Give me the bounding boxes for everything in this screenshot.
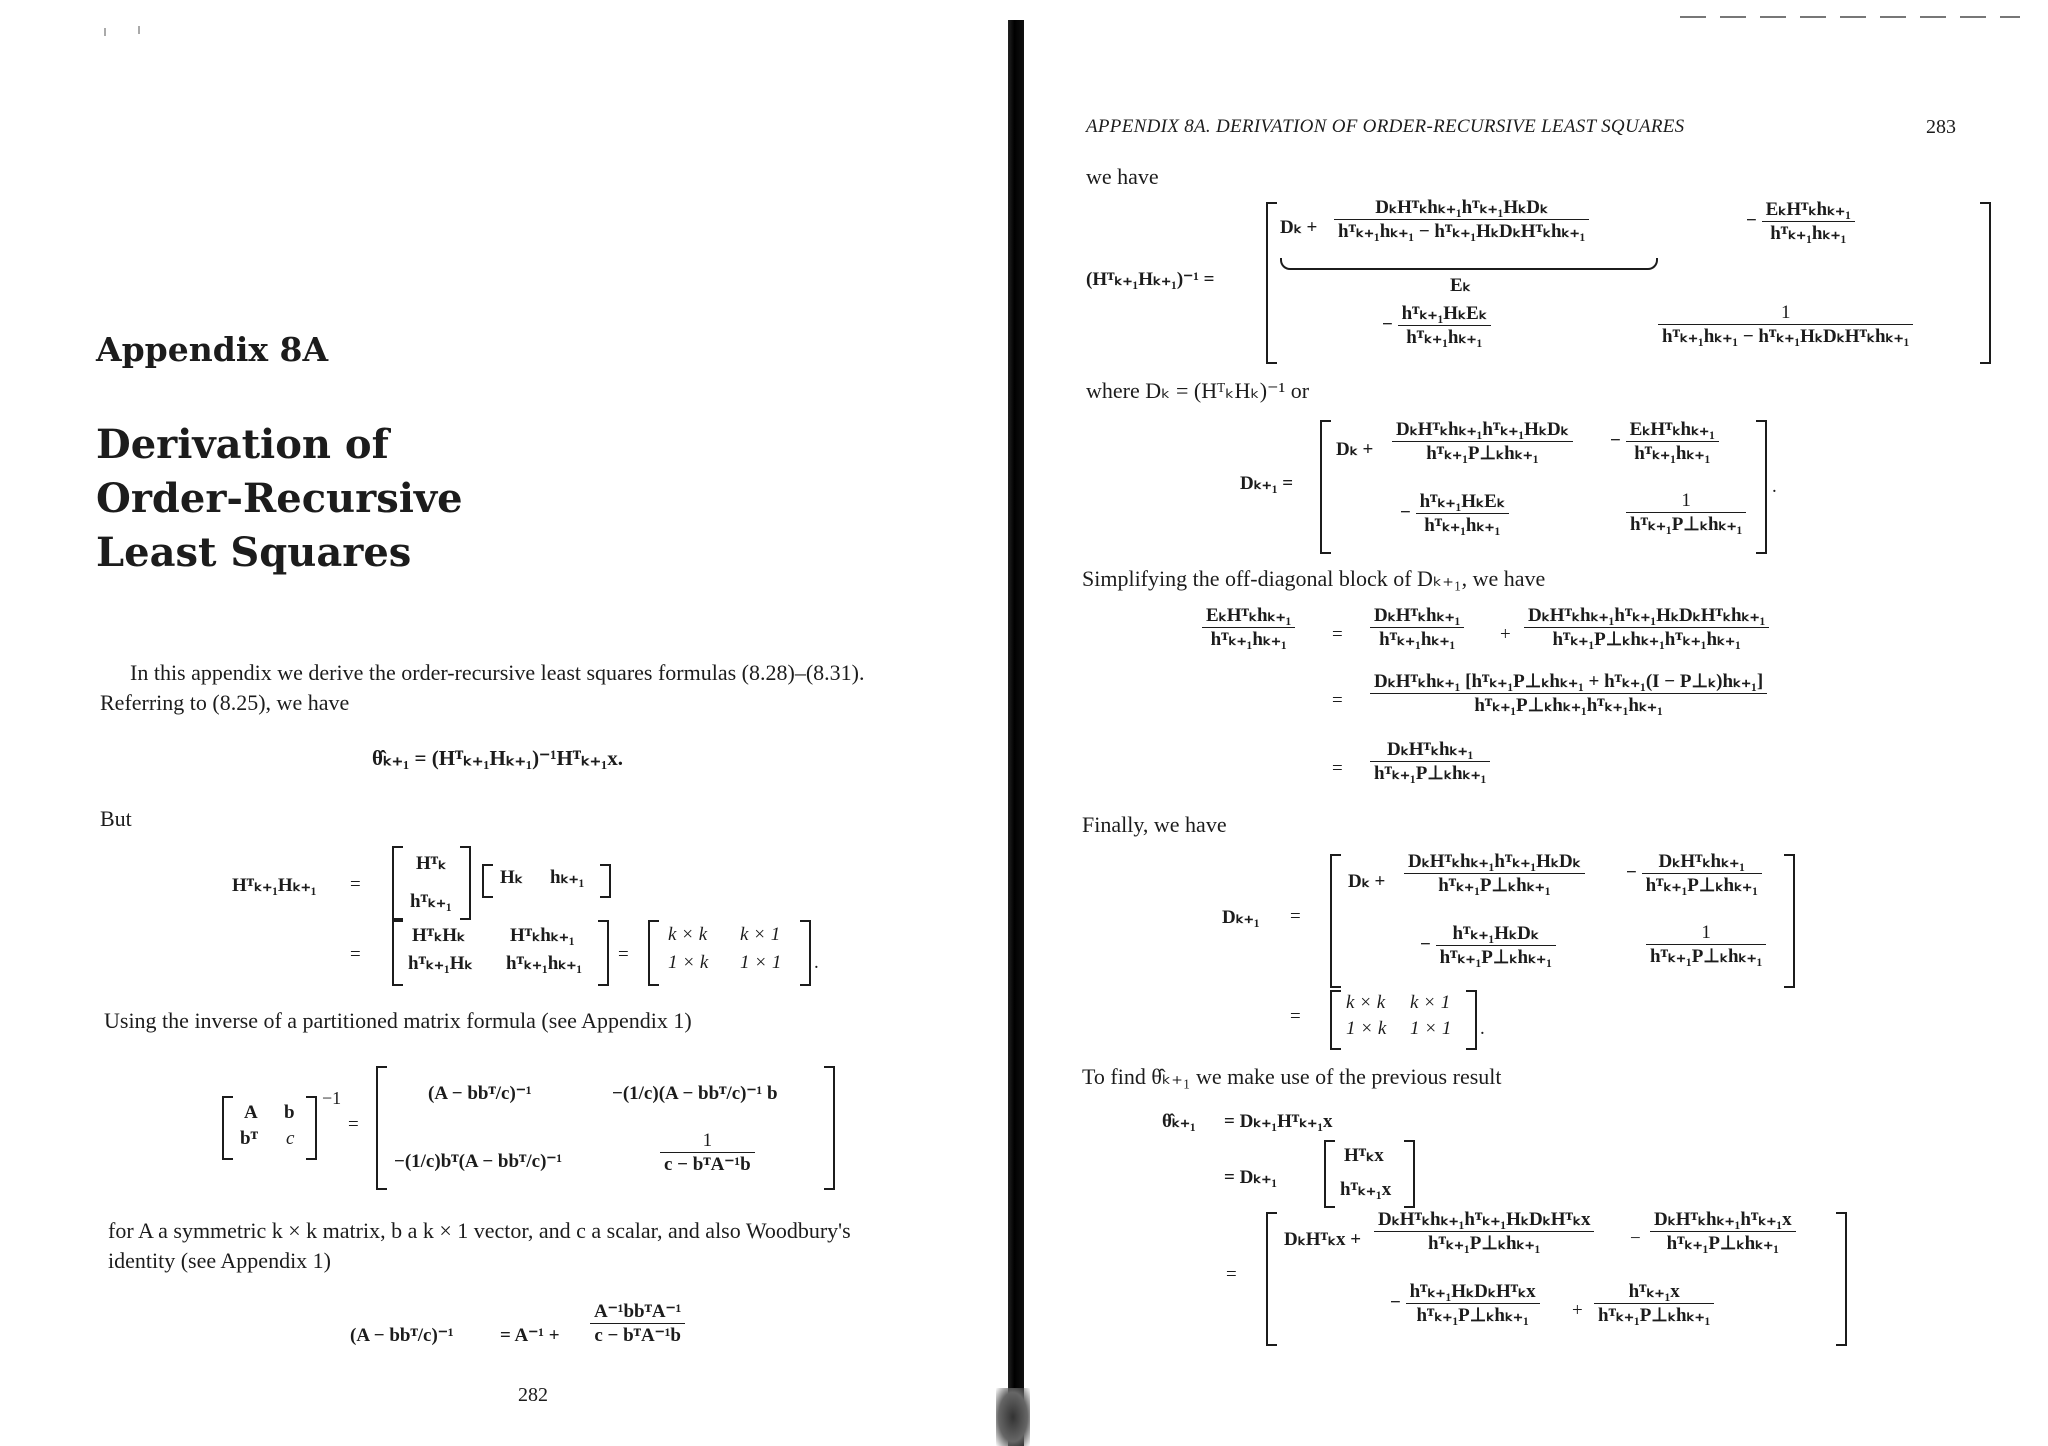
matrix-entry (1746, 198, 1855, 245)
plus-sign: + (1572, 1300, 1583, 1321)
intro-text-line-1: In this appendix we derive the order-recursive least squares formulas (8.28)–(8.31). (130, 660, 865, 685)
period: . (814, 952, 819, 973)
woodbury-lhs: (A − bbᵀ/c)⁻¹ (350, 1325, 454, 1346)
theta-step-1: = Dₖ₊₁Hᵀₖ₊₁x (1224, 1111, 1333, 1132)
text-simplifying: Simplifying the off-diagonal block of Dₖ₊₁, we have (1082, 566, 1546, 591)
fraction (1370, 604, 1464, 651)
matrix-bracket-left (1320, 420, 1331, 554)
fraction-numerator: 1 (1626, 490, 1746, 513)
matrix-bracket-right (600, 864, 611, 898)
fraction-numerator: DₖHᵀₖhₖ₊₁ (1642, 850, 1762, 874)
fraction (1370, 670, 1767, 717)
fraction-denominator: hᵀₖ₊₁P⊥ₖhₖ₊₁ (1416, 1305, 1529, 1326)
fraction-denominator: hᵀₖ₊₁P⊥ₖhₖ₊₁ (1439, 947, 1552, 968)
period: . (1772, 476, 1777, 497)
matrix-entry: k × 1 (740, 924, 781, 945)
text-we-have: we have (1086, 164, 1159, 189)
matrix-bracket-left (222, 1096, 233, 1160)
theta-step-2: = Dₖ₊₁ (1224, 1167, 1278, 1188)
equation-lhs: Dₖ₊₁ (1222, 907, 1260, 928)
matrix-entry: DₖHᵀₖx + (1284, 1229, 1362, 1250)
page-number: 282 (518, 1384, 548, 1406)
matrix-bracket-left (482, 864, 493, 898)
fraction (660, 1130, 755, 1176)
appendix-label: Appendix 8A (96, 330, 329, 369)
text-for-line-2: identity (see Appendix 1) (108, 1248, 332, 1273)
equals-sign: = (1332, 758, 1343, 779)
text-to-find: To find θ̂ₖ₊₁ we make use of the previous result (1082, 1064, 1502, 1089)
matrix-bracket-right (800, 920, 811, 986)
fraction (1594, 1280, 1714, 1327)
fraction-numerator: EₖHᵀₖhₖ₊₁ (1762, 198, 1855, 222)
matrix-bracket-right (1836, 1212, 1847, 1346)
matrix-bracket-right (1404, 1140, 1415, 1208)
minus-sign: − (1610, 429, 1621, 451)
fraction (1202, 604, 1295, 651)
equals-sign: = (1290, 906, 1301, 927)
minus-sign: − (1626, 861, 1637, 883)
matrix-bracket-right (1756, 420, 1767, 554)
matrix-bracket-right (824, 1066, 835, 1190)
fraction-denominator: hᵀₖ₊₁hₖ₊₁ (1379, 629, 1456, 650)
minus-sign: − (1400, 501, 1411, 523)
matrix-bracket-left (392, 846, 403, 920)
theta-lhs: θ̂ₖ₊₁ (1162, 1111, 1196, 1132)
period: . (1480, 1018, 1485, 1039)
matrix-entry: HᵀₖHₖ (412, 925, 466, 946)
intro-text-line-2: Referring to (8.25), we have (100, 690, 350, 715)
matrix-entry: Dₖ + (1336, 439, 1374, 460)
fraction-numerator: EₖHᵀₖhₖ₊₁ (1626, 418, 1719, 442)
matrix-entry: 1 × 1 (740, 952, 782, 973)
fraction-denominator: hᵀₖ₊₁hₖ₊₁ (1210, 629, 1287, 650)
minus-sign: − (1390, 1291, 1401, 1313)
matrix-entry: −(1/c)bᵀ(A − bbᵀ/c)⁻¹ (394, 1151, 563, 1172)
text-but: But (100, 806, 132, 831)
vector-entry: hᵀₖ₊₁x (1340, 1179, 1392, 1200)
fraction (1626, 490, 1746, 536)
simplify-lhs (1202, 604, 1295, 651)
fraction-numerator: hᵀₖ₊₁HₖEₖ (1398, 302, 1491, 326)
simplify-term (1524, 604, 1769, 651)
fraction (590, 1300, 685, 1347)
matrix-bracket-right (1466, 990, 1477, 1050)
matrix-bracket-left (1330, 854, 1341, 988)
fraction-denominator: hᵀₖ₊₁P⊥ₖhₖ₊₁hᵀₖ₊₁hₖ₊₁ (1474, 695, 1663, 716)
spine-shadow (996, 1388, 1030, 1446)
fraction (1404, 850, 1585, 897)
matrix-entry: −(1/c)(A − bbᵀ/c)⁻¹ b (612, 1083, 778, 1104)
matrix-entry (660, 1130, 755, 1176)
matrix-entry: k × k (1346, 992, 1386, 1013)
fraction (1436, 922, 1556, 969)
equation-lhs: (Hᵀₖ₊₁Hₖ₊₁)⁻¹ = (1086, 269, 1215, 290)
matrix-entry (1392, 418, 1573, 465)
matrix-entry: Dₖ + (1348, 871, 1386, 892)
fraction-numerator: DₖHᵀₖhₖ₊₁hᵀₖ₊₁HₖDₖ (1404, 850, 1585, 874)
matrix-entry: 1 × k (1346, 1018, 1387, 1039)
matrix-entry: hₖ₊₁ (550, 867, 585, 888)
fraction-numerator: DₖHᵀₖhₖ₊₁ [hᵀₖ₊₁P⊥ₖhₖ₊₁ + hᵀₖ₊₁(I − P⊥ₖ)hₖ₊₁] (1370, 670, 1767, 694)
page-number: 283 (1926, 116, 1956, 138)
matrix-entry: (A − bbᵀ/c)⁻¹ (428, 1083, 532, 1104)
fraction-denominator: hᵀₖ₊₁P⊥ₖhₖ₊₁ (1428, 1233, 1541, 1254)
chapter-title-line-2: Order-Recursive (96, 475, 463, 522)
matrix-bracket-right (306, 1096, 317, 1160)
matrix-entry: hᵀₖ₊₁ (410, 891, 452, 912)
right-page (1030, 0, 2048, 1446)
equation-theta: θ̂ₖ₊₁ = (Hᵀₖ₊₁Hₖ₊₁)⁻¹Hᵀₖ₊₁x. (372, 746, 624, 770)
text-finally: Finally, we have (1082, 812, 1227, 837)
text-using-inverse: Using the inverse of a partitioned matrix formula (see Appendix 1) (104, 1008, 692, 1033)
equals-sign: = (1226, 1264, 1237, 1285)
fraction (1392, 418, 1573, 465)
matrix-bracket-left (376, 1066, 387, 1190)
matrix-entry: c (286, 1128, 295, 1149)
fraction-numerator: hᵀₖ₊₁HₖDₖHᵀₖx (1406, 1280, 1540, 1304)
matrix-entry: k × k (668, 924, 708, 945)
fraction-numerator: A⁻¹bbᵀA⁻¹ (590, 1300, 685, 1324)
fraction-denominator: hᵀₖ₊₁P⊥ₖhₖ₊₁ (1630, 514, 1743, 535)
equals-sign: = (1290, 1006, 1301, 1027)
fraction-denominator: hᵀₖ₊₁hₖ₊₁ − hᵀₖ₊₁HₖDₖHᵀₖhₖ₊₁ (1662, 326, 1910, 347)
matrix-bracket-right (1980, 202, 1991, 364)
fraction (1398, 302, 1491, 349)
minus-sign: − (1382, 313, 1393, 335)
matrix-entry (1650, 1208, 1796, 1255)
minus-sign: − (1630, 1228, 1641, 1249)
fraction (1642, 850, 1762, 897)
matrix-entry (1626, 490, 1746, 536)
matrix-entry: hᵀₖ₊₁Hₖ (408, 953, 473, 974)
equals-sign: = (618, 944, 629, 965)
matrix-bracket-left (1266, 1212, 1277, 1346)
fraction (1370, 738, 1490, 785)
plus-sign: + (1500, 624, 1511, 645)
fraction-denominator: hᵀₖ₊₁P⊥ₖhₖ₊₁ (1426, 443, 1539, 464)
matrix-entry: Hₖ (500, 867, 523, 888)
fraction-numerator: DₖHᵀₖhₖ₊₁ (1370, 604, 1464, 628)
fraction-numerator: hᵀₖ₊₁HₖEₖ (1416, 490, 1509, 514)
minus-sign: − (1420, 933, 1431, 955)
fraction (1650, 1208, 1796, 1255)
matrix-bracket-left (1266, 202, 1277, 364)
matrix-entry (1610, 418, 1719, 465)
fraction-numerator: DₖHᵀₖhₖ₊₁hᵀₖ₊₁x (1650, 1208, 1796, 1232)
woodbury-mid: = A⁻¹ + (500, 1325, 560, 1346)
matrix-entry (1646, 922, 1766, 968)
matrix-entry: 1 × 1 (1410, 1018, 1452, 1039)
fraction (1416, 490, 1509, 537)
matrix-entry (1382, 302, 1491, 349)
matrix-entry: k × 1 (1410, 992, 1451, 1013)
matrix-entry: Hᵀₖ (416, 853, 447, 874)
fraction-numerator: EₖHᵀₖhₖ₊₁ (1202, 604, 1295, 628)
matrix-entry (1626, 850, 1762, 897)
matrix-bracket-right (598, 920, 609, 986)
matrix-entry: Dₖ + (1280, 217, 1318, 238)
fraction-denominator: hᵀₖ₊₁hₖ₊₁ (1424, 515, 1501, 536)
running-header: APPENDIX 8A. DERIVATION OF ORDER-RECURSIVE LEAST SQUARES (1086, 116, 1685, 137)
equation-lhs: Dₖ₊₁ = (1240, 473, 1294, 494)
fraction-denominator: hᵀₖ₊₁hₖ₊₁ (1634, 443, 1711, 464)
chapter-title-line-3: Least Squares (96, 529, 412, 576)
matrix-entry: bᵀ (240, 1128, 258, 1149)
fraction-numerator: 1 (660, 1130, 755, 1153)
woodbury-fraction (590, 1300, 685, 1347)
superscript: −1 (322, 1088, 342, 1108)
fraction (1626, 418, 1719, 465)
fraction-denominator: c − bᵀA⁻¹b (664, 1154, 751, 1175)
text-for-line-1: for A a symmetric k × k matrix, b a k × 1 vector, and c a scalar, and also Woodbury's (108, 1218, 851, 1243)
matrix-entry (1400, 490, 1509, 537)
fraction-numerator: DₖHᵀₖhₖ₊₁hᵀₖ₊₁HₖDₖHᵀₖx (1374, 1208, 1594, 1232)
fraction-denominator: c − bᵀA⁻¹b (594, 1325, 682, 1346)
fraction-denominator: hᵀₖ₊₁P⊥ₖhₖ₊₁ (1438, 875, 1551, 896)
fraction-numerator: 1 (1658, 302, 1913, 325)
simplify-term (1370, 738, 1490, 785)
fraction (1524, 604, 1769, 651)
matrix-entry (1594, 1280, 1714, 1327)
underbrace (1280, 258, 1658, 270)
fraction-numerator: 1 (1646, 922, 1766, 945)
matrix-entry (1658, 302, 1913, 348)
fraction-denominator: hᵀₖ₊₁P⊥ₖhₖ₊₁ (1598, 1305, 1711, 1326)
fraction-denominator: hᵀₖ₊₁P⊥ₖhₖ₊₁ (1650, 946, 1763, 967)
fraction-denominator: hᵀₖ₊₁P⊥ₖhₖ₊₁hᵀₖ₊₁hₖ₊₁ (1552, 629, 1741, 650)
equals-sign: = (350, 874, 361, 895)
matrix-bracket-right (460, 846, 471, 920)
fraction-denominator: hᵀₖ₊₁P⊥ₖhₖ₊₁ (1374, 763, 1487, 784)
matrix-bracket-left (1330, 990, 1341, 1050)
equals-sign: = (350, 944, 361, 965)
matrix-bracket-right (1784, 854, 1795, 988)
matrix-entry (1390, 1280, 1540, 1327)
fraction-denominator: hᵀₖ₊₁hₖ₊₁ − hᵀₖ₊₁HₖDₖHᵀₖhₖ₊₁ (1338, 221, 1586, 242)
left-page (0, 0, 1000, 1446)
fraction-denominator: hᵀₖ₊₁P⊥ₖhₖ₊₁ (1645, 875, 1758, 896)
matrix-bracket-left (392, 920, 403, 986)
fraction-numerator: hᵀₖ₊₁HₖDₖ (1436, 922, 1556, 946)
fraction (1374, 1208, 1594, 1255)
matrix-entry: Hᵀₖhₖ₊₁ (510, 925, 575, 946)
matrix-bracket-left (1324, 1140, 1335, 1208)
fraction-denominator: hᵀₖ₊₁hₖ₊₁ (1406, 327, 1483, 348)
fraction (1334, 196, 1589, 243)
matrix-entry (1374, 1208, 1594, 1255)
matrix-entry: 1 × k (668, 952, 709, 973)
fraction (1762, 198, 1855, 245)
vector-entry: Hᵀₖx (1344, 1145, 1384, 1166)
fraction (1658, 302, 1913, 348)
matrix-entry: b (284, 1102, 295, 1123)
simplify-term (1370, 604, 1464, 651)
equals-sign: = (348, 1114, 359, 1135)
fraction-denominator: hᵀₖ₊₁P⊥ₖhₖ₊₁ (1666, 1233, 1779, 1254)
fraction-numerator: DₖHᵀₖhₖ₊₁hᵀₖ₊₁HₖDₖ (1392, 418, 1573, 442)
matrix-entry (1404, 850, 1585, 897)
matrix-entry (1334, 196, 1589, 243)
chapter-title-line-1: Derivation of (96, 421, 389, 468)
fraction (1646, 922, 1766, 968)
fraction (1406, 1280, 1540, 1327)
fraction-denominator: hᵀₖ₊₁hₖ₊₁ (1770, 223, 1847, 244)
matrix-entry (1420, 922, 1556, 969)
fraction-numerator: hᵀₖ₊₁x (1594, 1280, 1714, 1304)
fraction-numerator: DₖHᵀₖhₖ₊₁hᵀₖ₊₁HₖDₖ (1334, 196, 1589, 220)
book-spine (1008, 20, 1024, 1446)
equation-hth-lhs: Hᵀₖ₊₁Hₖ₊₁ (232, 875, 317, 896)
equals-sign: = (1332, 690, 1343, 711)
matrix-entry: A (244, 1102, 258, 1123)
equals-sign: = (1332, 624, 1343, 645)
matrix-bracket-left (648, 920, 659, 986)
text-where-dk: where Dₖ = (HᵀₖHₖ)⁻¹ or (1086, 378, 1310, 403)
simplify-term (1370, 670, 1767, 717)
matrix-entry: Eₖ (1450, 275, 1471, 296)
fraction-numerator: DₖHᵀₖhₖ₊₁hᵀₖ₊₁HₖDₖHᵀₖhₖ₊₁ (1524, 604, 1769, 628)
fraction-numerator: DₖHᵀₖhₖ₊₁ (1370, 738, 1490, 762)
matrix-entry: hᵀₖ₊₁hₖ₊₁ (506, 953, 583, 974)
minus-sign: − (1746, 209, 1757, 231)
